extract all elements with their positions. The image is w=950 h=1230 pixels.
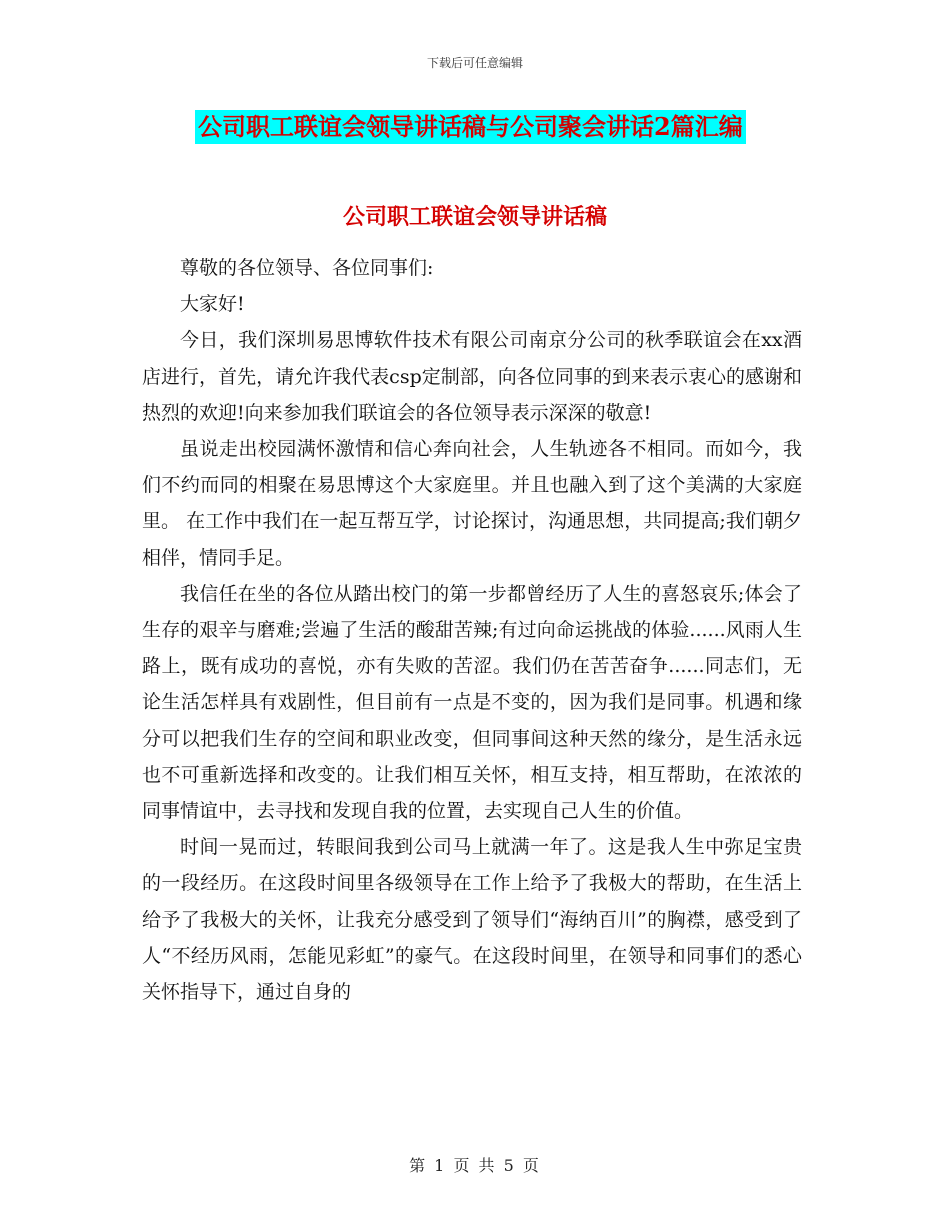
page-footer: 第 1 页 共 5 页 — [409, 1156, 541, 1175]
body-paragraph: 虽说走出校园满怀激情和信心奔向社会，人生轨迹各不相同。而如今，我们不约而同的相聚在易思博这个大家庭里。并且也融入到了这个美满的大家庭里。 在工作中我们在一起互帮互学，讨论探讨，沟通思想，共同提高;我们朝夕相伴，情同手足。 — [142, 438, 802, 569]
header-note: 下载后可任意编辑 — [426, 56, 523, 70]
body-paragraph: 时间一晃而过，转眼间我到公司马上就满一年了。这是我人生中弥足宝贵的一段经历。在这段时间里各级领导在工作上给予了我极大的帮助，在生活上给予了我极大的关怀，让我充分感受到了领导们“海纳百川”的胸襟，感受到了人“不经历风雨，怎能见彩虹”的豪气。在这段时间里，在领导和同事们的悉心关怀指导下，通过自身的 — [142, 836, 802, 1004]
salutation-paragraph: 尊敬的各位领导、各位同事们: — [180, 257, 434, 279]
body-text — [142, 250, 802, 1010]
body-paragraph: 我信任在坐的各位从踏出校门的第一步都曾经历了人生的喜怒哀乐;体会了生存的艰辛与磨难;尝遍了生活的酸甜苦辣;有过向命运挑战的体验......风雨人生路上，既有成功的喜悦，亦有失败的苦涩。我们仍在苦苦奋争......同志们，无论生活怎样具有戏剧性，但目前有一点是不变的，因为我们是同事。机遇和缘分可以把我们生存的空间和职业改变，但同事间这种天然的缘分，是生活永远也不可重新选择和改变的。让我们相互关怀，相互支持，相互帮助，在浓浓的同事情谊中，去寻找和发现自我的位置，去实现自己人生的价值。 — [142, 582, 802, 823]
greeting-paragraph: 大家好! — [180, 293, 245, 316]
section-title: 公司职工联谊会领导讲话稿 — [342, 204, 607, 230]
body-paragraph: 今日，我们深圳易思博软件技术有限公司南京分公司的秋季联谊会在xx酒店进行，首先，请允许我代表csp定制部，向各位同事的到来表示衷心的感谢和热烈的欢迎!向来参加我们联谊会的各位领导表示深深的敬意! — [142, 329, 802, 424]
document-title-container — [195, 110, 805, 146]
document-title: 公司职工联谊会领导讲话稿与公司聚会讲话2篇汇编 — [195, 110, 746, 144]
